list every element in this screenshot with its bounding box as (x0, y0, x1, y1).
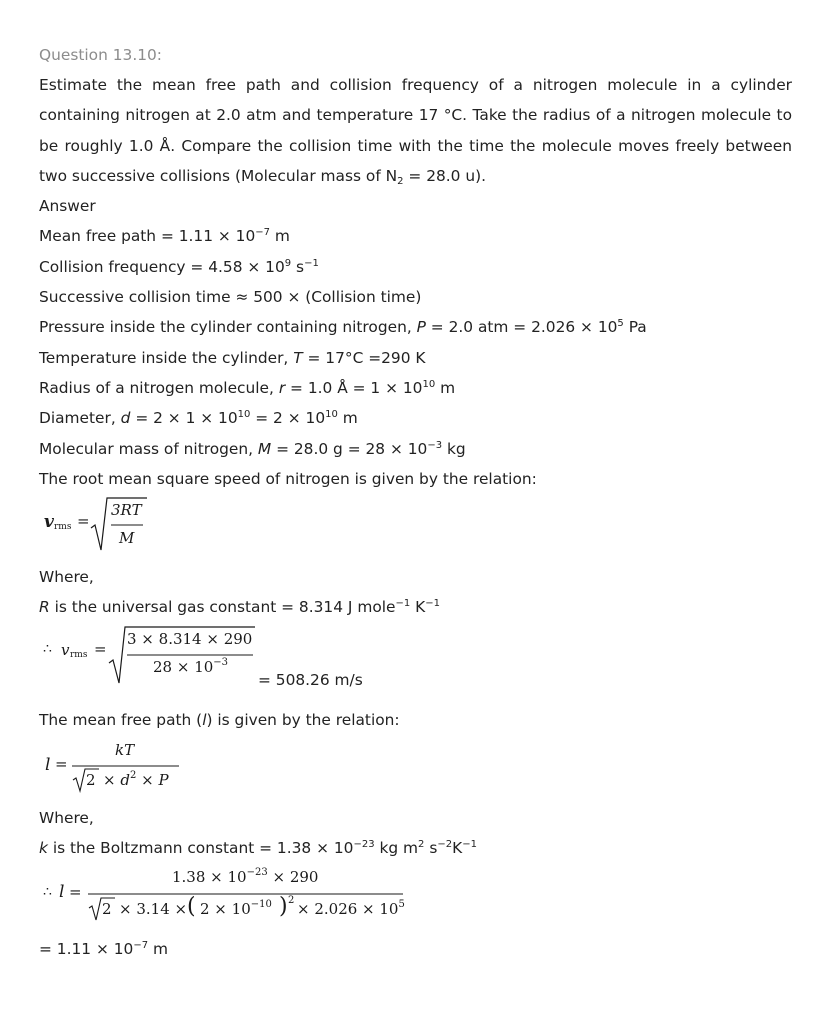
diameter-line: Diameter, $d = 2 \times 1 \times 10^{10} = 2 \times 10^{10}$ m (39, 409, 358, 428)
mfp-calc-den-b: × $2.026 \times 10^5$ (297, 898, 405, 918)
mfp-calc-den-a: × 3.14 × (119, 899, 188, 918)
mfp-calculation (39, 864, 792, 934)
final-result: = $1.11 \times 10^{-7}$ m (39, 939, 168, 958)
where-label-2: Where, (39, 809, 94, 828)
mfp-fraction-svg (39, 735, 189, 803)
vrms-calc-sub: rms (70, 649, 88, 660)
mfp-calc-den-root: 2 (102, 899, 112, 918)
gas-constant-line: R is the universal gas constant = 8.314 J mole$^{-1}$ $K^{-1}$ (39, 598, 440, 617)
mfp-intro: The mean free path (l) is given by the relation: (39, 710, 400, 729)
answer-label: Answer (39, 197, 96, 216)
vrms-calc-lhs: v (61, 640, 70, 659)
vrms-result: = 508.26 m/s (258, 670, 363, 689)
collision-frequency-result: Collision frequency = $4.58 \times 10^9$ $s^{-1}$ (39, 257, 319, 276)
question-text: Estimate the mean free path and collision frequency of a nitrogen molecule in a cylinder containing nitrogen at 2.0 atm and temperature 17 °C. Take the radius of a nitrogen molecule to be roughly 1.0 Å. Compare the collision time with the time the molecule moves freely between two successive collisions (Molecular mass of $N_2 = 28.0$ u). (39, 76, 792, 187)
left-paren: ( (187, 893, 196, 919)
mfp-formula (39, 735, 792, 803)
mfp-calc-den-paren: $2 \times 10^{-10}$ (200, 898, 272, 918)
mfp-den-root: 2 (86, 771, 96, 790)
boltzmann-line: k is the Boltzmann constant = $1.38 \times 10^{-23}$ kg $m^2$ $s^{-2}K^{-1}$ (39, 839, 477, 858)
vrms-formula (39, 494, 792, 562)
molecular-mass-line: Molecular mass of nitrogen, M = 28.0 $g = 28 \times 10^{-3}$ kg (39, 439, 466, 458)
document-body (39, 40, 792, 964)
mfp-numerator: kT (115, 741, 135, 760)
vrms-calculation (39, 623, 792, 705)
vrms-calc-equals: = (94, 639, 107, 658)
mfp-den-rest: × $d^2 \times P$ (103, 770, 169, 790)
rms-intro: The root mean square speed of nitrogen is given by the relation: (39, 469, 537, 488)
vrms-lhs-sub: rms (54, 522, 72, 533)
mfp-equals: = (55, 755, 68, 774)
pressure-line: Pressure inside the cylinder containing nitrogen, P = 2.0 atm = $2.026 \times 10^5$ Pa (39, 318, 647, 337)
therefore-symbol-1: ∴ (43, 640, 52, 657)
vrms-calc-numerator: 3 × 8.314 × 290 (127, 629, 253, 648)
temperature-line: Temperature inside the cylinder, T = 17°C =290 K (39, 348, 426, 367)
mfp-calc-equals: = (69, 882, 82, 901)
vrms-denominator: M (119, 529, 135, 548)
mean-free-path-result: Mean free path = $1.11 \times 10^{-7}$ m (39, 227, 290, 246)
right-paren: ) (279, 893, 288, 919)
therefore-symbol-2: ∴ (43, 883, 52, 900)
mfp-calc-numerator: $1.38 \times 10^{-23} \times 290$ (172, 866, 319, 886)
successive-collision-time: Successive collision time ≈ 500 × (Collision time) (39, 288, 422, 307)
where-label-1: Where, (39, 568, 94, 587)
square-exponent: 2 (288, 894, 295, 906)
mfp-calc-lhs: l (59, 881, 65, 902)
vrms-numerator: 3RT (111, 501, 142, 520)
question-title: Question 13.10: (39, 46, 162, 64)
vrms-calc-denominator: $28 \times 10^{-3}$ (153, 656, 229, 676)
radius-line: Radius of a nitrogen molecule, r = 1.0 Å = $1 \times 10^{10}$ m (39, 378, 456, 397)
vrms-lhs: v (44, 512, 54, 533)
mfp-lhs: l (45, 755, 51, 776)
vrms-equals: = (77, 512, 90, 531)
